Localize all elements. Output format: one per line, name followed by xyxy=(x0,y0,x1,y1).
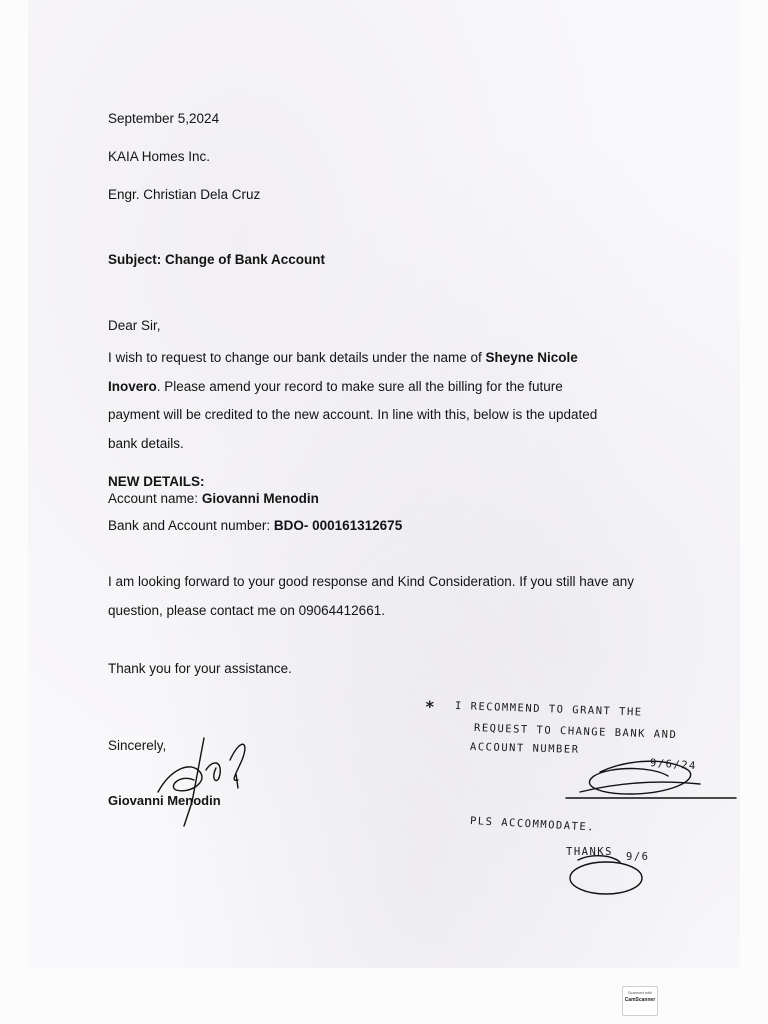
recipient-name: Engr. Christian Dela Cruz xyxy=(108,187,261,202)
camscanner-label: CamScanner xyxy=(624,997,656,1003)
body-intro: I wish to request to change our bank details under the name of xyxy=(108,350,486,365)
recommendation-line-3: ACCOUNT NUMBER xyxy=(469,741,580,756)
letter-date: September 5,2024 xyxy=(108,111,220,126)
thanks-date: 9/6 xyxy=(626,851,650,863)
thanks-signature-loop xyxy=(560,840,660,900)
recommendation-line-2: REQUEST TO CHANGE BANK AND xyxy=(473,722,678,742)
recommendation-date: 9/6/24 xyxy=(649,757,698,773)
signature-mark xyxy=(150,730,260,830)
signatory-name: Giovanni Menodin xyxy=(108,793,221,808)
new-account-name: Giovanni Menodin xyxy=(201,491,319,506)
salutation: Dear Sir, xyxy=(108,318,161,333)
account-name-line: Account name: Giovanni Menodin xyxy=(108,491,319,506)
recommendation-line-1: I RECOMMEND TO GRANT THE xyxy=(454,700,643,719)
sign-off: Sincerely, xyxy=(108,738,167,753)
approver-signature xyxy=(560,752,740,810)
asterisk-mark: * xyxy=(425,697,437,716)
body-paragraph xyxy=(108,344,613,458)
subject-line: Subject: Change of Bank Account xyxy=(108,252,326,267)
account-holder-name: Sheyne Nicole Inovero xyxy=(108,350,578,394)
bank-account-number: BDO- 000161312675 xyxy=(273,518,403,533)
accommodate-note: PLS ACCOMMODATE. xyxy=(469,815,596,834)
camscanner-badge xyxy=(622,986,658,1016)
bank-account-line: Bank and Account number: BDO- 000161312675 xyxy=(108,518,403,533)
closing-paragraph: I am looking forward to your good response and Kind Consideration. If you still have any question, please contact me on 09064412661. xyxy=(108,574,635,618)
new-details-heading: NEW DETAILS: xyxy=(108,474,205,489)
body-rest: . Please amend your record to make sure all the billing for the future payment will be credited to the new account. In line with this, below is the updated bank details. xyxy=(108,378,598,451)
thanks-line: Thank you for your assistance. xyxy=(108,661,292,676)
scanned-with-label: Scanned with xyxy=(627,990,652,995)
thanks-note: THANKS xyxy=(566,846,613,858)
company-name: KAIA Homes Inc. xyxy=(108,149,211,164)
